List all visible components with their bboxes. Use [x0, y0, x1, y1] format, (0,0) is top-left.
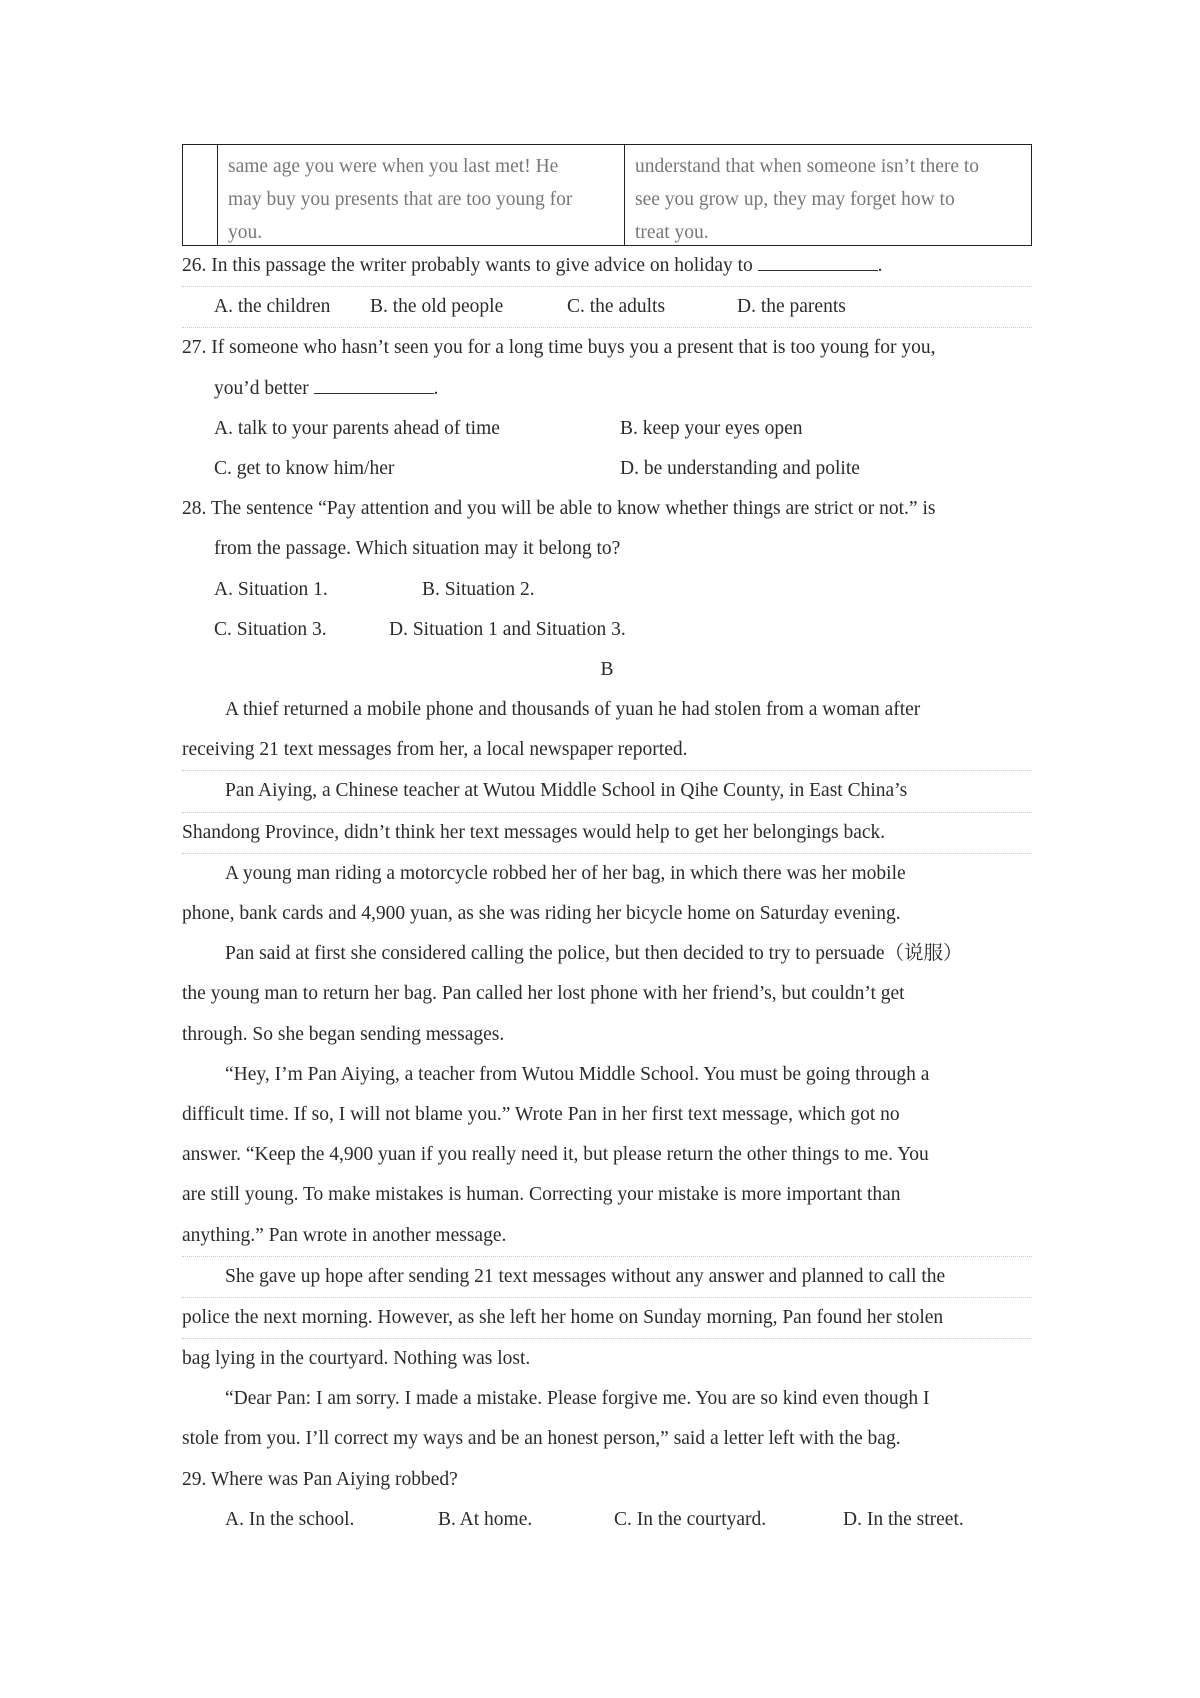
passage-line: anything.” Pan wrote in another message. [182, 1216, 1032, 1257]
passage-line: “Hey, I’m Pan Aiying, a teacher from Wutou Middle School. You must be going through a [225, 1063, 930, 1085]
option-a: A. the children [214, 296, 331, 318]
answer-blank [314, 371, 434, 394]
question-27-options-row1 [182, 409, 1032, 449]
option-b: B. the old people [370, 296, 504, 318]
option-b: B. Situation 2. [422, 578, 535, 600]
question-text: . [877, 255, 883, 276]
table-label-cell [183, 145, 218, 245]
table-text-line: treat you. [635, 222, 709, 243]
question-text: from the passage. Which situation may it belong to? [214, 538, 621, 560]
table-text-line: may buy you presents that are too young for [228, 189, 573, 210]
table-text-line: understand that when someone isn’t there to [635, 156, 980, 177]
option-c: C. In the courtyard. [614, 1508, 767, 1530]
passage-line: A thief returned a mobile phone and thousands of yuan he had stolen from a woman after [225, 699, 921, 721]
section-heading: B [600, 658, 614, 680]
passage-line: A young man riding a motorcycle robbed her of her bag, in which there was her mobile [225, 862, 906, 884]
question-28-options-row1 [182, 570, 1032, 610]
table-text-line: same age you were when you last met! He [228, 156, 559, 177]
question-27-stem-cont [182, 369, 1032, 409]
option-a: A. Situation 1. [214, 578, 328, 600]
passage-line: the young man to return her bag. Pan called her lost phone with her friend’s, but couldn’t get [182, 983, 905, 1005]
passage-line: phone, bank cards and 4,900 yuan, as she was riding her bicycle home on Saturday evening. [182, 903, 901, 924]
question-29-stem: 29. Where was Pan Aiying robbed? [182, 1468, 458, 1490]
passage-line: Pan Aiying, a Chinese teacher at Wutou Middle School in Qihe County, in East China’s [182, 771, 1032, 812]
answer-blank [758, 248, 878, 271]
question-text: 26. In this passage the writer probably wants to give advice on holiday to [182, 255, 758, 276]
table-cell-right [625, 145, 1031, 245]
question-text: . [433, 377, 439, 399]
question-28-stem-cont [182, 529, 1032, 569]
option-d: D. In the street. [843, 1508, 964, 1530]
option-a: A. In the school. [225, 1508, 355, 1530]
option-d: D. be understanding and polite [620, 457, 860, 479]
table-cell-left [218, 145, 625, 245]
passage-line: through. So she began sending messages. [182, 1023, 505, 1045]
option-c: C. Situation 3. [214, 618, 327, 640]
passage-line: are still young. To make mistakes is human. Correcting your mistake is more important than [182, 1184, 901, 1206]
situation-table-fragment [182, 144, 1032, 246]
table-text-line: see you grow up, they may forget how to [635, 189, 955, 210]
question-28-options-row2 [182, 610, 1032, 650]
option-b: B. At home. [438, 1508, 533, 1530]
passage-line: police the next morning. However, as she left her home on Sunday morning, Pan found her stolen [182, 1298, 1032, 1339]
option-d: D. the parents [737, 296, 846, 318]
option-d: D. Situation 1 and Situation 3. [389, 618, 626, 640]
passage-line: bag lying in the courtyard. Nothing was lost. [182, 1348, 531, 1370]
option-a: A. talk to your parents ahead of time [214, 417, 500, 439]
question-text: 28. The sentence “Pay attention and you will be able to know whether things are strict or not.” is [182, 498, 936, 520]
question-29-options [182, 1500, 1032, 1540]
question-text: you’d better [214, 377, 314, 399]
question-27-stem [182, 328, 1032, 368]
passage-line: Shandong Province, didn’t think her text messages would help to get her belongings back. [182, 813, 1032, 854]
option-b: B. keep your eyes open [620, 417, 803, 439]
table-text-line: you. [228, 222, 263, 243]
question-27-options-row2 [182, 449, 1032, 489]
option-c: C. get to know him/her [214, 457, 395, 479]
question-26-stem [182, 246, 1032, 287]
passage-line: receiving 21 text messages from her, a local newspaper reported. [182, 730, 1032, 771]
passage-line: difficult time. If so, I will not blame you.” Wrote Pan in her first text message, which got no [182, 1103, 900, 1125]
question-28-stem [182, 489, 1032, 529]
passage-line: “Dear Pan: I am sorry. I made a mistake. Please forgive me. You are so kind even though I [225, 1388, 930, 1410]
option-c: C. the adults [567, 296, 666, 318]
question-text: 27. If someone who hasn’t seen you for a long time buys you a present that is too young for you, [182, 337, 936, 359]
passage-line: stole from you. I’ll correct my ways and be an honest person,” said a letter left with the bag. [182, 1428, 901, 1450]
document-page [182, 144, 1032, 1540]
passage-line: She gave up hope after sending 21 text messages without any answer and planned to call the [182, 1257, 1032, 1298]
passage-line: Pan said at first she considered calling the police, but then decided to try to persuade（说服） [225, 943, 963, 965]
passage-line: answer. “Keep the 4,900 yuan if you really need it, but please return the other things to me. You [182, 1144, 929, 1166]
question-26-options [182, 287, 1032, 328]
